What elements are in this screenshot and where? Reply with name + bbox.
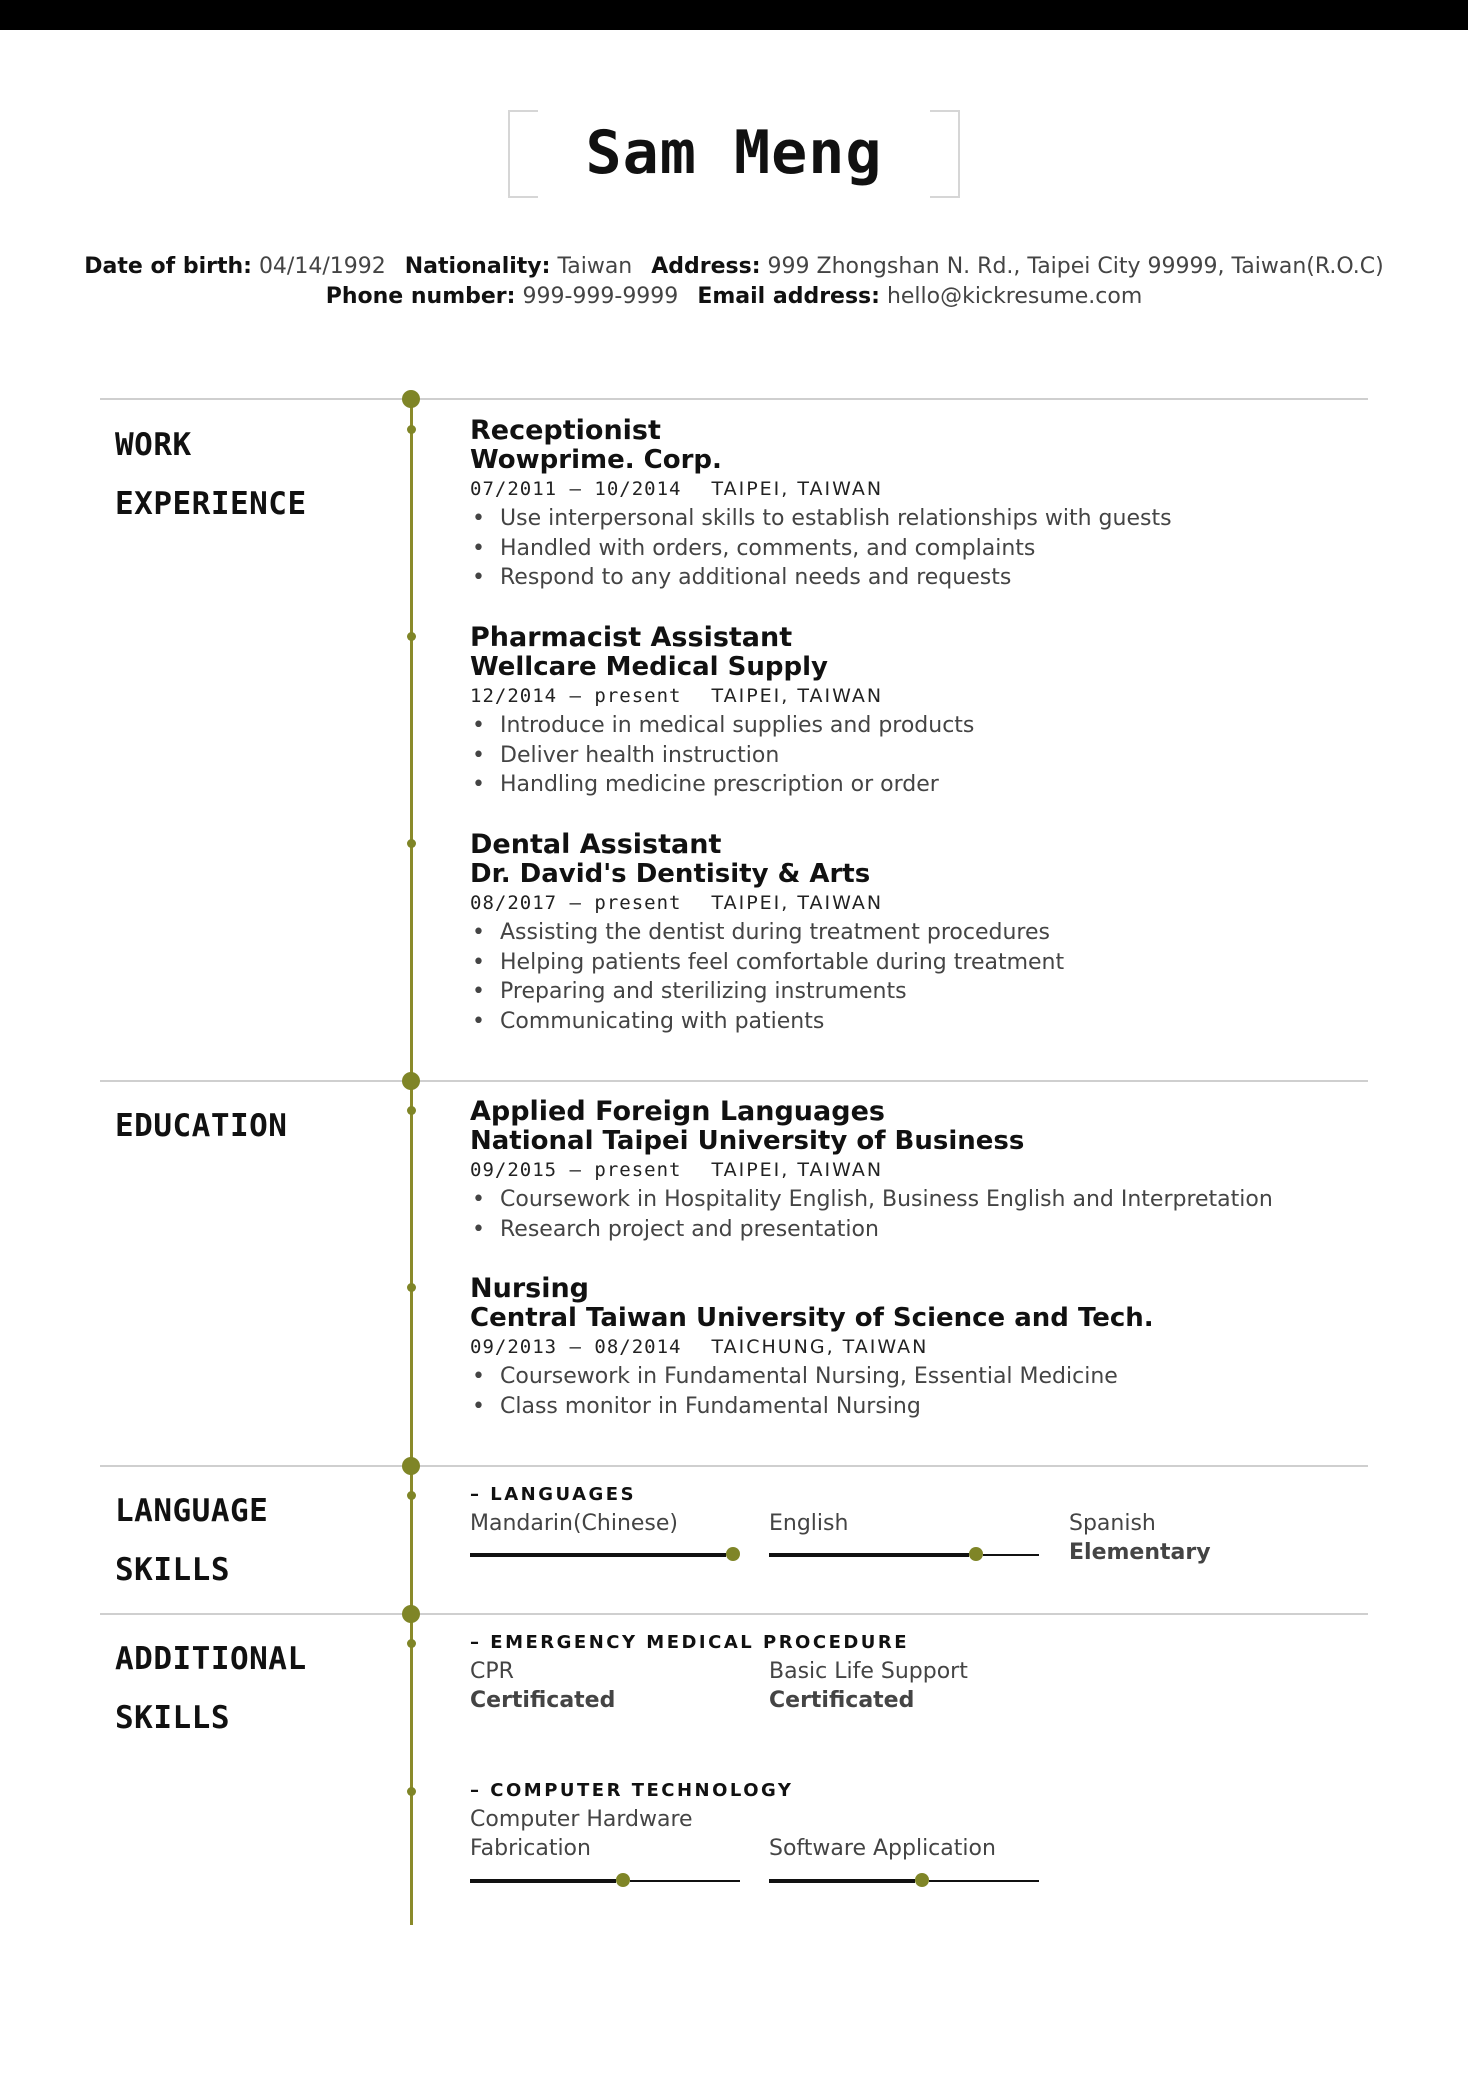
skill-item <box>769 1657 968 1715</box>
section-title-line: ADDITIONAL <box>115 1641 307 1677</box>
skill-level: Certificated <box>769 1688 915 1713</box>
bullet-item: • Coursework in Fundamental Nursing, Essential Medicine <box>470 1362 1350 1392</box>
section-title-education <box>115 1097 287 1156</box>
level-fill <box>769 1879 915 1883</box>
timeline-dot <box>407 1106 416 1115</box>
contact-line-2 <box>0 284 1468 309</box>
language-name: English <box>769 1511 849 1536</box>
dates-location <box>470 1332 1350 1362</box>
candidate-name: Sam Meng <box>585 118 883 188</box>
bullet-item: • Handling medicine prescription or order <box>470 770 1350 800</box>
level-marker <box>616 1873 630 1887</box>
job-title: Pharmacist Assistant <box>470 622 793 653</box>
employer: Dr. David's Dentisity & Arts <box>470 859 871 889</box>
nationality-value: Taiwan <box>557 254 633 279</box>
email-value: hello@kickresume.com <box>886 284 1143 309</box>
bullet-item: • Introduce in medical supplies and products <box>470 711 1350 741</box>
school: Central Taiwan University of Science and Tech. <box>470 1303 1154 1333</box>
languages-heading: – LANGUAGES <box>470 1484 637 1505</box>
work-entry <box>470 623 1350 800</box>
dates: 09/2015 – present <box>470 1159 682 1181</box>
timeline-dot <box>407 839 416 848</box>
language-name: Spanish <box>1069 1511 1156 1536</box>
level-track <box>630 1880 740 1882</box>
section-divider <box>100 1465 1368 1467</box>
degree: Nursing <box>470 1273 590 1304</box>
skill-level-bar <box>470 1879 740 1882</box>
language-level: Elementary <box>1069 1540 1211 1565</box>
section-title-additional <box>115 1630 307 1748</box>
section-title-work <box>115 416 307 534</box>
dates-location <box>470 474 1350 504</box>
skill-item <box>470 1657 615 1715</box>
timeline-node <box>402 1072 420 1090</box>
degree: Applied Foreign Languages <box>470 1096 885 1127</box>
computer-heading: – COMPUTER TECHNOLOGY <box>470 1780 794 1801</box>
skill-level-bar <box>769 1879 1039 1882</box>
dates: 09/2013 – 08/2014 <box>470 1336 682 1358</box>
contact-line-1 <box>0 254 1468 279</box>
education-entry <box>470 1274 1350 1421</box>
skill-name: Basic Life Support <box>769 1659 968 1684</box>
employer: Wowprime. Corp. <box>470 445 722 475</box>
bullet-list <box>470 1362 1350 1421</box>
level-marker <box>726 1547 740 1561</box>
section-title-line: LANGUAGE <box>115 1493 269 1529</box>
bullet-item: • Class monitor in Fundamental Nursing <box>470 1392 1350 1422</box>
skill-name: CPR <box>470 1659 514 1684</box>
bullet-item: • Assisting the dentist during treatment procedures <box>470 918 1350 948</box>
section-divider <box>100 398 1368 400</box>
education-entry <box>470 1097 1350 1244</box>
level-track <box>929 1880 1039 1882</box>
address-value: 999 Zhongshan N. Rd., Taipei City 99999, Taiwan(R.O.C) <box>767 254 1384 279</box>
work-entry <box>470 416 1350 593</box>
dates-location <box>470 681 1350 711</box>
timeline-dot <box>407 1491 416 1500</box>
location: TAICHUNG, TAIWAN <box>711 1336 929 1358</box>
address-label: Address: <box>651 254 761 279</box>
bullet-item: • Communicating with patients <box>470 1007 1350 1037</box>
timeline-node <box>402 1457 420 1475</box>
employer: Wellcare Medical Supply <box>470 652 828 682</box>
bullet-item: • Helping patients feel comfortable during treatment <box>470 948 1350 978</box>
bullet-item: • Deliver health instruction <box>470 741 1350 771</box>
dates-location <box>470 1155 1350 1185</box>
level-track <box>983 1554 1039 1556</box>
section-title-language <box>115 1482 268 1600</box>
dates: 12/2014 – present <box>470 685 682 707</box>
dob-value: 04/14/1992 <box>258 254 386 279</box>
timeline-dot <box>407 632 416 641</box>
level-fill <box>470 1553 726 1557</box>
section-title-line: SKILLS <box>115 1552 230 1588</box>
language-item <box>1069 1509 1211 1567</box>
email-label: Email address: <box>697 284 880 309</box>
job-title: Receptionist <box>470 415 661 446</box>
bullet-list <box>470 504 1350 593</box>
top-bar <box>0 0 1468 30</box>
nationality-label: Nationality: <box>404 254 551 279</box>
skill-name: Fabrication <box>470 1836 591 1861</box>
emergency-heading: – EMERGENCY MEDICAL PROCEDURE <box>470 1632 910 1653</box>
dates-location <box>470 888 1350 918</box>
skill-item <box>470 1805 693 1863</box>
work-entry <box>470 830 1350 1036</box>
language-level-bar <box>470 1553 740 1556</box>
bullet-list <box>470 711 1350 800</box>
bullet-item: • Coursework in Hospitality English, Business English and Interpretation <box>470 1185 1350 1215</box>
location: TAIPEI, TAIWAN <box>711 478 884 500</box>
bullet-item: • Preparing and sterilizing instruments <box>470 977 1350 1007</box>
level-marker <box>915 1873 929 1887</box>
bullet-item: • Handled with orders, comments, and complaints <box>470 534 1350 564</box>
skill-name: Computer Hardware <box>470 1807 693 1832</box>
timeline-dot <box>407 1283 416 1292</box>
bullet-item: • Respond to any additional needs and requests <box>470 563 1350 593</box>
timeline-line <box>410 398 413 1925</box>
timeline-dot <box>407 1787 416 1796</box>
section-title-line: WORK <box>115 427 192 463</box>
level-fill <box>769 1553 969 1557</box>
bullet-item: • Use interpersonal skills to establish relationships with guests <box>470 504 1350 534</box>
bullet-item: • Research project and presentation <box>470 1215 1350 1245</box>
phone-value: 999-999-9999 <box>522 284 679 309</box>
dob-label: Date of birth: <box>84 254 252 279</box>
bullet-list <box>470 918 1350 1036</box>
section-divider <box>100 1080 1368 1082</box>
timeline-node <box>402 390 420 408</box>
section-title-line: EXPERIENCE <box>115 486 307 522</box>
name-header <box>508 110 960 198</box>
timeline-dot <box>407 1639 416 1648</box>
school: National Taipei University of Business <box>470 1126 1025 1156</box>
location: TAIPEI, TAIWAN <box>711 892 884 914</box>
dates: 08/2017 – present <box>470 892 682 914</box>
phone-label: Phone number: <box>325 284 516 309</box>
job-title: Dental Assistant <box>470 829 722 860</box>
location: TAIPEI, TAIWAN <box>711 685 884 707</box>
location: TAIPEI, TAIWAN <box>711 1159 884 1181</box>
timeline-dot <box>407 425 416 434</box>
level-fill <box>470 1879 616 1883</box>
bullet-list <box>470 1185 1350 1244</box>
skill-name: Software Application <box>769 1836 996 1861</box>
dates: 07/2011 – 10/2014 <box>470 478 682 500</box>
section-title-line: SKILLS <box>115 1700 230 1736</box>
language-level-bar <box>769 1553 1039 1556</box>
skill-level: Certificated <box>470 1688 616 1713</box>
timeline-node <box>402 1605 420 1623</box>
section-title-line: EDUCATION <box>115 1108 288 1144</box>
level-marker <box>969 1547 983 1561</box>
section-divider <box>100 1613 1368 1615</box>
language-name: Mandarin(Chinese) <box>470 1511 679 1536</box>
